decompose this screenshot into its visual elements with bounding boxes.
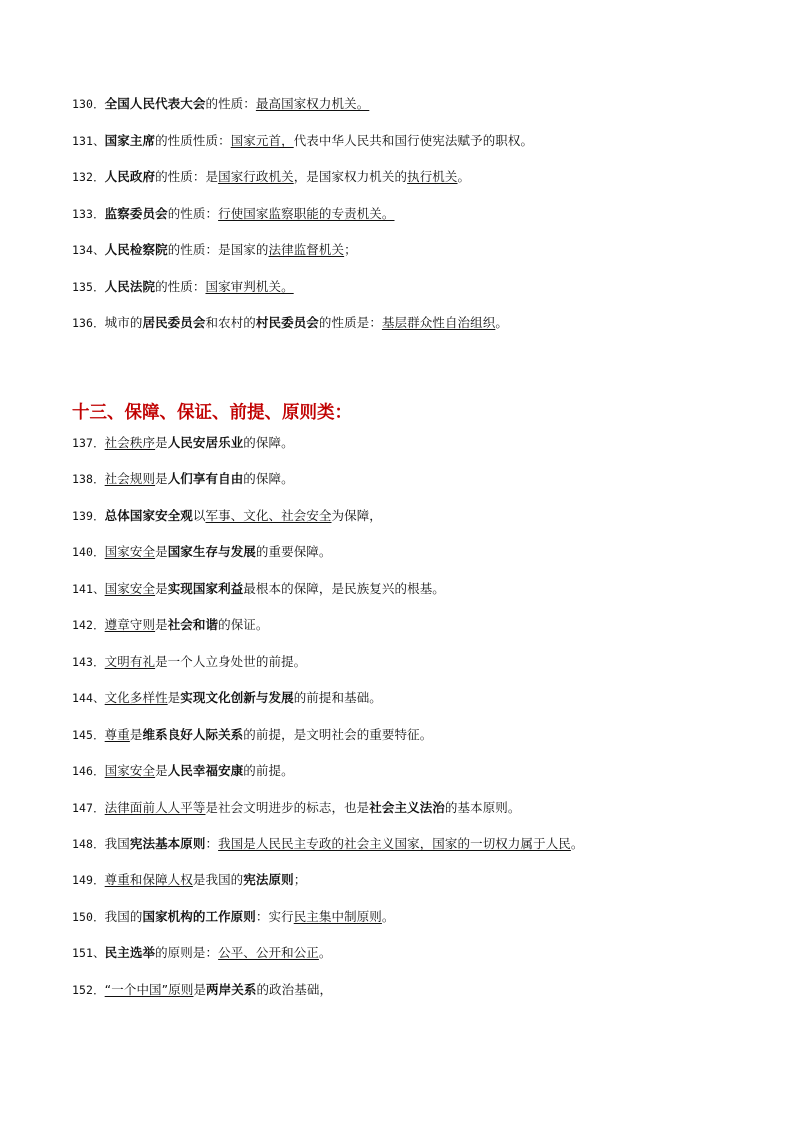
item-text: 的性质：是 (155, 169, 219, 184)
list-item (72, 241, 357, 259)
underlined-term: 国家元首， (230, 132, 294, 148)
list-item (72, 580, 445, 598)
item-text: 的保障。 (243, 435, 294, 450)
underlined-term: 国家安全 (104, 544, 156, 560)
item-text: 的政治基础， (256, 981, 333, 997)
item-text: ：实行 (255, 908, 294, 924)
item-text: 代表中华人民共和国行使宪法赋予的职权。 (293, 132, 534, 148)
list-item (72, 168, 470, 186)
underlined-term: “一个中国”原则 (104, 981, 194, 997)
item-number: 138． (72, 472, 105, 487)
bold-term: 人民安居乐业 (167, 435, 244, 450)
item-number: 151、 (72, 946, 105, 961)
list-item (72, 132, 533, 150)
item-text: 。 (381, 908, 395, 924)
item-text: 我国 (104, 835, 130, 851)
bold-term: 社会和谐 (167, 617, 219, 633)
list-item (72, 871, 306, 889)
bold-term: 宪法原则 (243, 872, 294, 888)
item-text: 是 (167, 690, 181, 706)
item-text: ，是国家权力机关的 (293, 169, 408, 184)
bold-term: 两岸关系 (206, 981, 257, 997)
item-number: 135． (72, 279, 105, 294)
underlined-term: 社会秩序 (104, 435, 156, 450)
item-text: 的性质： (167, 205, 219, 221)
bold-term: 民主选举 (104, 945, 156, 961)
item-number: 136． (72, 316, 105, 330)
bold-term: 国家生存与发展 (167, 544, 256, 560)
section-heading: 十三、保障、保证、前提、原则类： (72, 403, 352, 423)
bold-term: 国家主席 (104, 132, 156, 148)
item-number: 132． (72, 170, 105, 184)
item-text: 最根本的保障，是民族复兴的根基。 (243, 580, 445, 596)
list-item (72, 543, 332, 561)
item-text: ； (293, 872, 307, 888)
item-number: 140． (72, 545, 105, 560)
list-item (72, 507, 382, 525)
item-text: 的前提和基础。 (293, 690, 382, 706)
bold-term: 人民检察院 (104, 242, 168, 257)
item-text: 是 (155, 617, 168, 633)
underlined-term: 民主集中制原则 (293, 908, 382, 924)
underlined-term: 法律监督机关 (268, 242, 345, 257)
item-number: 150． (72, 909, 105, 924)
underlined-term: 国家安全 (104, 763, 156, 779)
underlined-term: 国家安全 (104, 580, 156, 596)
item-text: 城市的 (104, 315, 143, 330)
bold-term: 社会主义法治 (369, 799, 445, 815)
underlined-term: 尊重和保障人权 (104, 872, 193, 888)
underlined-term: 国家行政机关 (218, 169, 294, 184)
list-item (72, 762, 294, 780)
item-number: 139． (72, 508, 105, 523)
list-item (72, 908, 395, 926)
item-number: 145． (72, 727, 105, 742)
underlined-term: 我国是人民民主专政的社会主义国家，国家的一切权力属于人民 (218, 835, 571, 851)
bold-term: 居民委员会 (142, 315, 206, 330)
bold-term: 人们享有自由 (167, 471, 244, 487)
item-text: ； (344, 242, 357, 257)
item-text: 的前提，是文明社会的重要特征。 (243, 726, 433, 742)
item-text: 的性质是： (318, 315, 382, 330)
underlined-term: 遵章守则 (104, 617, 156, 633)
item-number: 146． (72, 764, 105, 779)
item-text: 以 (192, 507, 206, 523)
item-text: 。 (457, 169, 471, 184)
item-text: 。 (495, 315, 508, 330)
item-text: 的基本原则。 (444, 799, 521, 815)
bold-term: 实现文化创新与发展 (180, 690, 294, 706)
bold-term: 维系良好人际关系 (142, 726, 244, 742)
bold-term: 宪法基本原则 (129, 835, 206, 851)
item-text: 是 (193, 981, 207, 997)
item-text: 是一个人立身处世的前提。 (155, 653, 307, 669)
bold-term: 国家机构的工作原则 (142, 908, 256, 924)
item-text: 的性质： (205, 96, 256, 111)
item-text: 的原则是： (155, 945, 219, 961)
item-text: 是 (155, 435, 168, 450)
list-item (72, 278, 294, 296)
underlined-term: 国家审判机关。 (205, 278, 294, 294)
list-item (72, 726, 432, 744)
underlined-term: 基层群众性自治组织 (381, 315, 496, 330)
item-text: 的保障。 (243, 471, 294, 487)
underlined-term: 文明有礼 (104, 653, 156, 669)
list-item (72, 835, 584, 853)
list-item (72, 616, 269, 634)
underlined-term: 法律面前人人平等 (104, 799, 206, 815)
item-text: 是 (155, 580, 168, 596)
item-text: ： (205, 835, 219, 851)
item-text: 是我国的 (192, 872, 244, 888)
item-number: 134、 (72, 243, 105, 257)
bold-term: 人民幸福安康 (167, 763, 244, 779)
bold-term: 人民政府 (104, 169, 156, 184)
item-number: 144、 (72, 691, 105, 706)
item-number: 137． (72, 436, 105, 450)
item-number: 133． (72, 206, 105, 221)
bold-term: 监察委员会 (104, 205, 168, 221)
item-text: 和农村的 (205, 315, 256, 330)
underlined-term: 文化多样性 (104, 690, 168, 706)
item-text: 是 (155, 471, 168, 487)
bold-term: 村民委员会 (255, 315, 319, 330)
item-number: 148． (72, 836, 105, 851)
item-number: 141、 (72, 581, 105, 596)
list-item (72, 653, 306, 671)
item-text: 的性质性质： (155, 132, 231, 148)
item-number: 143． (72, 654, 105, 669)
underlined-term: 行使国家监察职能的专责机关。 (218, 205, 395, 221)
item-number: 142． (72, 618, 105, 633)
list-item (72, 944, 332, 962)
bold-term: 人民法院 (104, 278, 156, 294)
bold-term: 总体国家安全观 (104, 507, 193, 523)
item-text: 我国的 (104, 908, 143, 924)
underlined-term: 军事、文化、社会安全 (205, 507, 332, 523)
bold-term: 全国人民代表大会 (104, 96, 206, 111)
item-text: 的前提。 (243, 763, 294, 779)
item-number: 152． (72, 982, 105, 997)
underlined-term: 尊重 (104, 726, 130, 742)
bold-term: 实现国家利益 (167, 580, 244, 596)
list-item (72, 470, 294, 488)
list-item (72, 95, 369, 113)
item-number: 147． (72, 800, 105, 815)
item-text: 的性质：是国家的 (167, 242, 269, 257)
item-number: 130． (72, 97, 105, 111)
list-item (72, 314, 508, 332)
underlined-term: 社会规则 (104, 471, 156, 487)
item-text: 的性质： (155, 278, 206, 294)
item-text: 是 (129, 726, 143, 742)
item-text: 。 (570, 835, 584, 851)
item-text: 是社会文明进步的标志，也是 (205, 799, 370, 815)
list-item (72, 799, 521, 817)
item-text: 。 (318, 945, 332, 961)
item-text: 的重要保障。 (255, 544, 332, 560)
list-item (72, 205, 395, 223)
item-text: 是 (155, 763, 168, 779)
item-number: 131、 (72, 133, 105, 148)
list-item (72, 689, 382, 707)
item-text: 是 (155, 544, 168, 560)
list-item (72, 981, 332, 999)
item-number: 149． (72, 873, 105, 888)
underlined-term: 最高国家权力机关。 (255, 96, 370, 111)
underlined-term: 执行机关 (407, 169, 458, 184)
list-item (72, 434, 294, 452)
item-text: 的保证。 (218, 617, 269, 633)
underlined-term: 公平、公开和公正 (218, 945, 319, 961)
item-text: 为保障， (331, 507, 382, 523)
